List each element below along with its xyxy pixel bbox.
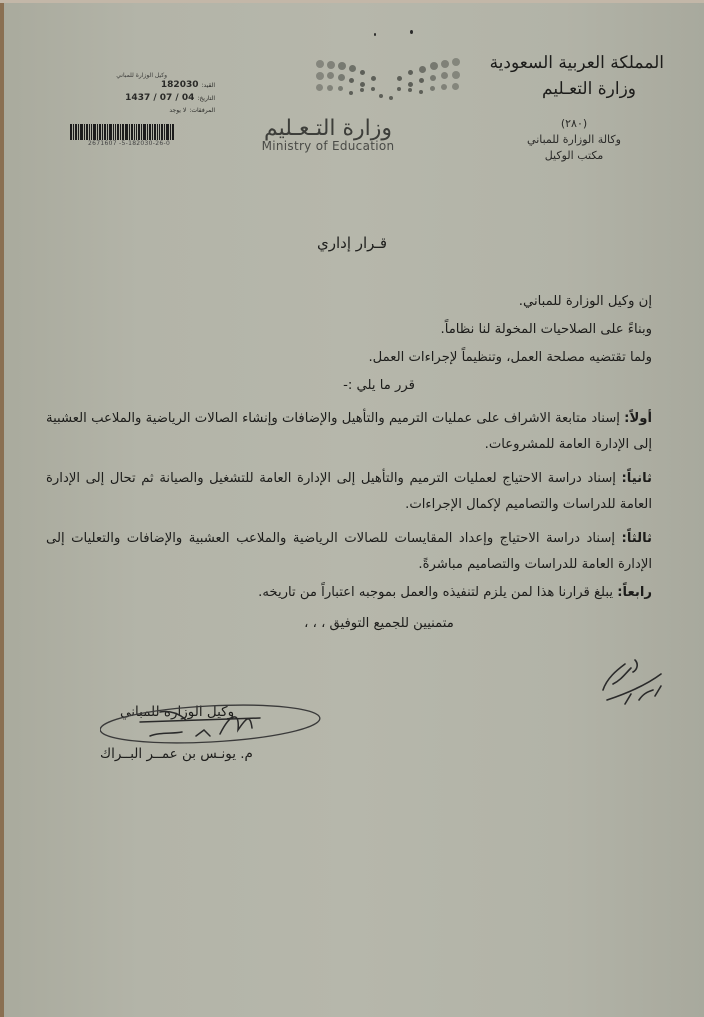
department-block [504,116,644,164]
preamble-line: إن وكيل الوزارة للمباني. [518,294,652,309]
decision-item-label: رابعاً: [617,585,652,600]
document-title: قـرار إداري [316,234,388,252]
preamble [46,288,652,372]
decision-item [46,580,652,606]
department-code: (٢٨٠) [560,117,588,130]
logo-dots-icon [316,58,466,108]
reference-date-value: 1437 / 07 / 04 [125,93,195,103]
reference-attachments-label: المرفقات: [189,107,215,114]
decision-item [46,526,652,578]
logo-arabic-text: وزارة التـعـليم [263,116,393,141]
reference-date-label: التاريخ: [197,95,215,102]
decision-item-label: ثانياً: [621,471,652,486]
barcode-icon [70,124,192,140]
kingdom-name: المملكة العربية السعودية [489,53,664,73]
preamble-line: وبناءً على الصلاحيات المخولة لنا نظاماً. [440,322,652,337]
reference-agent: وكيل الوزارة للمباني [116,72,167,79]
signatory-title: وكيل الوزارة للمباني [120,704,235,720]
agency-name: وكالة الوزارة للمباني [527,133,621,146]
decision-item-text: إسناد دراسة الاحتياج وإعداد المقايسات للصالات الرياضية والملاعب العشبية والإضافات والتعليات إلى الإدارة العامة للدراسات والتصاميم مباشرةً. [46,531,652,572]
reference-number-value: 182030 [160,80,199,90]
reference-number-label: القيد: [201,82,215,89]
reference-number-row [110,79,215,92]
decision-item-label: ثالثاً: [621,531,653,546]
closing-line: متمنيين للجميع التوفيق ، ، ، [304,616,454,631]
page-edge [0,0,4,1017]
logo-english-text: Ministry of Education [261,139,395,153]
decision-item [46,406,652,458]
decision-item-label: أولاً: [624,411,652,426]
decision-item [46,466,652,518]
signature-icon [100,700,330,750]
preamble-line: ولما تقتضيه مصلحة العمل، وتنظيماً لإجراءات العمل. [368,350,652,365]
decided-heading: قرر ما يلي :- [343,378,415,393]
office-name: مكتب الوكيل [544,149,604,162]
reference-date-row [110,92,215,105]
handwritten-note-icon [595,650,670,710]
barcode-number: 2671607 -5-182030-26-0 [88,140,171,147]
ministry-logo [248,58,458,153]
ministry-name: وزارة التعـليم [542,79,636,99]
paper-speck [410,30,413,34]
reference-attachments-row [110,105,215,117]
page-edge-top [0,0,704,3]
decision-item-text: يبلغ قرارنا هذا لمن يلزم لتنفيذه والعمل بموجبه اعتباراً من تاريخه. [258,585,614,600]
reference-attachments-value: لا يوجد [169,107,187,114]
decision-item-text: إسناد دراسة الاحتياج لعمليات الترميم والتأهيل إلى الإدارة العامة للتشغيل والصيانة ثم تحال إلى الإدارة العامة للدراسات والتصاميم لإكمال الإجراءات. [46,471,652,512]
letterhead-right [464,50,664,164]
document-body [46,288,652,636]
decision-item-text: إسناد متابعة الاشراف على عمليات الترميم والتأهيل والإضافات وإنشاء الصالات الرياضية والملاعب العشبية إلى الإدارة العامة للمشروعات. [46,411,652,452]
signatory-name: م. يونـس بن عمــر البــراك [100,746,253,762]
reference-block [110,72,215,117]
paper-speck [374,33,376,36]
